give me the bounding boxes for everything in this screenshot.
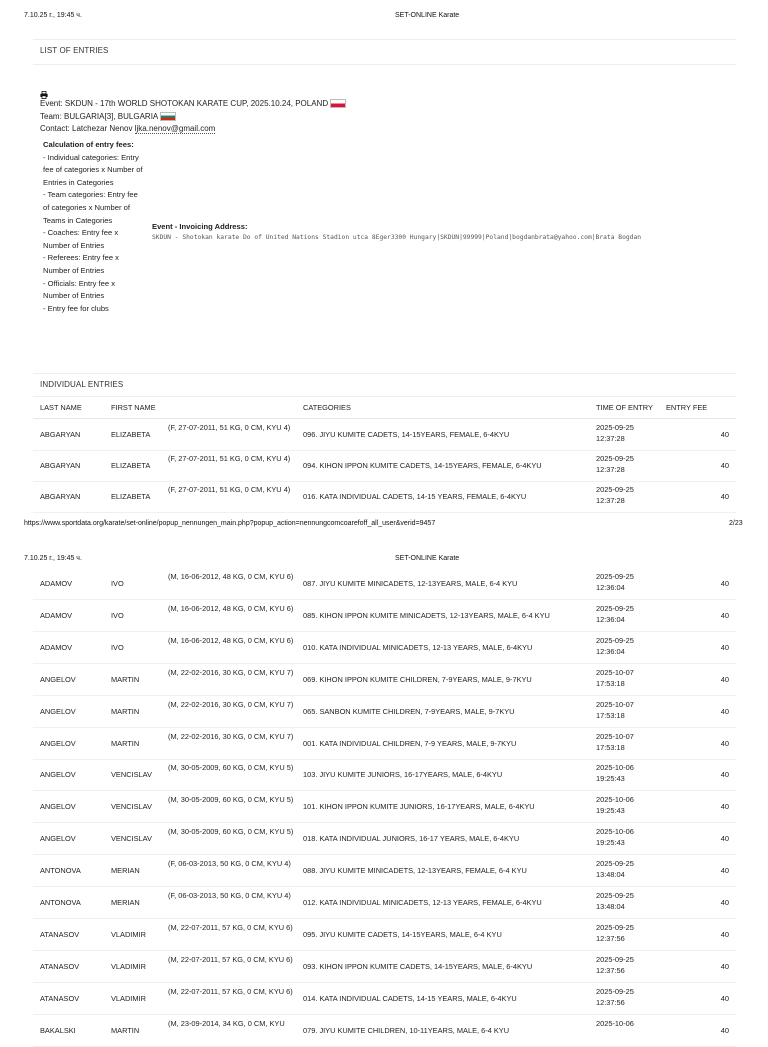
entry-date: 2025-09-25 xyxy=(596,423,634,432)
category-cell: 088. JIYU KUMITE MINICADETS, 12-13YEARS, FEMALE, 6-4 KYU xyxy=(303,866,527,876)
entry-fee-cell: 40 xyxy=(720,579,729,588)
entry-fee-cell: 40 xyxy=(720,674,729,684)
divider xyxy=(33,64,736,65)
first-name-cell: MARTIN xyxy=(111,1025,140,1035)
athlete-info-cell: (M, 30-05-2009, 60 KG, 0 CM, KYU 5) xyxy=(168,763,294,773)
list-title: LIST OF ENTRIES xyxy=(40,46,109,55)
first-name-cell: IVO xyxy=(111,579,124,588)
category-cell: 012. KATA INDIVIDUAL MINICADETS, 12-13 YEARS, FEMALE, 6-4KYU xyxy=(303,898,542,907)
entry-date: 2025-10-06 xyxy=(596,795,634,805)
category-cell: 069. KIHON IPPON KUMITE CHILDREN, 7-9YEARS, MALE, 9-7KYU xyxy=(303,674,532,684)
time-of-entry-cell xyxy=(596,603,634,625)
time-of-entry-cell xyxy=(596,667,634,689)
time-of-entry-cell xyxy=(596,422,634,444)
last-name-cell: ATANASOV xyxy=(40,961,80,971)
table-row xyxy=(33,759,736,791)
first-name-cell: MERIAN xyxy=(111,898,140,907)
print-title: SET-ONLINE Karate xyxy=(395,555,460,562)
time-of-entry-cell xyxy=(596,762,634,784)
table-row xyxy=(33,1015,736,1047)
last-name-cell: ANGELOV xyxy=(40,834,76,844)
table-row xyxy=(33,664,736,696)
entry-date: 2025-09-25 xyxy=(596,922,634,932)
fee-line: - Individual categories: Entry fee of categories x Number of Entries in Categories xyxy=(43,152,143,187)
entry-date: 2025-09-25 xyxy=(596,635,634,645)
entry-time: 12:37:28 xyxy=(596,434,625,443)
entry-date: 2025-09-25 xyxy=(596,986,634,996)
entry-date: 2025-10-06 xyxy=(596,763,634,773)
category-cell: 016. KATA INDIVIDUAL CADETS, 14-15 YEARS, FEMALE, 6-4KYU xyxy=(303,492,527,501)
time-of-entry-cell xyxy=(596,858,634,880)
table-row xyxy=(33,887,736,919)
category-cell: 001. KATA INDIVIDUAL CHILDREN, 7-9 YEARS, MALE, 9-7KYU xyxy=(303,738,517,748)
first-name-cell: MERIAN xyxy=(111,866,140,876)
poland-flag-icon xyxy=(331,100,345,107)
table-row xyxy=(33,951,736,983)
last-name-cell: ANGELOV xyxy=(40,738,76,748)
entry-date: 2025-09-25 xyxy=(596,603,634,613)
entry-fees-block xyxy=(43,139,143,315)
athlete-info-cell: (M, 22-07-2011, 57 KG, 0 CM, KYU 6) xyxy=(168,954,293,964)
time-of-entry-cell xyxy=(596,571,634,593)
last-name-cell: BAKALSKI xyxy=(40,1025,76,1035)
table-row xyxy=(33,791,736,823)
first-name-cell: ELIZABETA xyxy=(111,461,151,470)
category-cell: 095. JIYU KUMITE CADETS, 14-15YEARS, MALE, 6-4 KYU xyxy=(303,929,502,939)
athlete-info-cell: (M, 16-06-2012, 48 KG, 0 CM, KYU 6) xyxy=(168,603,294,613)
time-of-entry-cell xyxy=(596,699,634,721)
time-of-entry-cell xyxy=(596,731,634,753)
table-row xyxy=(33,855,736,887)
category-cell: 101. KIHON IPPON KUMITE JUNIORS, 16-17YEARS, MALE, 6-4KYU xyxy=(303,802,535,812)
last-name-cell: ABGARYAN xyxy=(40,492,81,501)
athlete-info-cell: (M, 22-02-2016, 30 KG, 0 CM, KYU 7) xyxy=(168,699,294,709)
fee-line: - Officials: Entry fee x Number of Entries xyxy=(43,278,116,301)
col-time-of-entry: TIME OF ENTRY xyxy=(596,403,653,412)
table-row xyxy=(33,600,736,632)
category-cell: 010. KATA INDIVIDUAL MINICADETS, 12-13 YEARS, MALE, 6-4KYU xyxy=(303,642,533,652)
col-categories: CATEGORIES xyxy=(303,403,351,412)
time-of-entry-cell xyxy=(596,890,634,912)
entry-fee-cell: 40 xyxy=(720,993,729,1003)
first-name-cell: ELIZABETA xyxy=(111,430,151,439)
print-title: SET-ONLINE Karate xyxy=(395,12,460,19)
entry-time: 13:48:04 xyxy=(596,902,625,911)
entry-fee-cell: 40 xyxy=(720,706,729,716)
category-cell: 094. KIHON IPPON KUMITE CADETS, 14-15YEARS, FEMALE, 6-4KYU xyxy=(303,461,542,470)
entry-time: 12:37:56 xyxy=(596,933,625,943)
entry-fee-cell: 40 xyxy=(720,610,729,620)
entry-date: 2025-10-06 xyxy=(596,827,634,837)
team-line: Team: BULGARIA[3], BULGARIA xyxy=(40,111,345,124)
time-of-entry-cell xyxy=(596,453,634,475)
divider xyxy=(33,396,736,397)
entry-date: 2025-09-25 xyxy=(596,485,634,494)
entry-fee-cell: 40 xyxy=(720,738,729,748)
first-name-cell: VENCISLAV xyxy=(111,770,152,780)
last-name-cell: ANTONOVA xyxy=(40,866,81,876)
entry-time: 12:37:28 xyxy=(596,496,625,505)
last-name-cell: ATANASOV xyxy=(40,929,80,939)
first-name-cell: MARTIN xyxy=(111,674,140,684)
print-url: https://www.sportdata.org/karate/set-online/popup_nennungen_main.php?popup_action=nennungcomcoarefoff_all_user&verid=9457 xyxy=(24,520,436,527)
entry-time: 19:25:43 xyxy=(596,838,625,848)
time-of-entry-cell xyxy=(596,484,634,506)
last-name-cell: ANGELOV xyxy=(40,770,76,780)
first-name-cell: IVO xyxy=(111,610,124,620)
time-of-entry-cell xyxy=(596,986,634,1008)
table-row xyxy=(33,450,736,482)
table-row xyxy=(33,919,736,951)
event-info xyxy=(40,98,345,136)
bulgaria-flag-icon xyxy=(161,113,175,120)
print-datetime: 7.10.25 г., 19:45 ч. xyxy=(24,555,82,562)
invoicing-label: Event - Invoicing Address: xyxy=(152,222,248,231)
entry-time: 12:37:56 xyxy=(596,997,625,1007)
first-name-cell: MARTIN xyxy=(111,706,140,716)
divider xyxy=(33,39,736,40)
last-name-cell: ANGELOV xyxy=(40,674,76,684)
first-name-cell: IVO xyxy=(111,642,124,652)
last-name-cell: ATANASOV xyxy=(40,993,80,1003)
time-of-entry-cell xyxy=(596,794,634,816)
entry-time: 17:53:18 xyxy=(596,742,625,752)
fee-line: - Coaches: Entry fee x Number of Entries xyxy=(43,228,119,250)
table-row xyxy=(33,696,736,728)
table-row xyxy=(33,481,736,513)
athlete-info-cell: (F, 06-03-2013, 50 KG, 0 CM, KYU 4) xyxy=(168,891,291,900)
athlete-info-cell: (M, 22-02-2016, 30 KG, 0 CM, KYU 7) xyxy=(168,667,294,677)
entry-time: 19:25:43 xyxy=(596,806,625,816)
entry-fee-cell: 40 xyxy=(720,430,729,439)
table-row xyxy=(33,983,736,1015)
fee-line: - Team categories: Entry fee of categories x Number of Teams in Categories xyxy=(43,190,138,225)
athlete-info-cell: (M, 16-06-2012, 48 KG, 0 CM, KYU 6) xyxy=(168,572,294,581)
first-name-cell: MARTIN xyxy=(111,738,140,748)
last-name-cell: ADAMOV xyxy=(40,642,73,652)
entry-time: 12:36:04 xyxy=(596,614,625,624)
fees-title: Calculation of entry fees: xyxy=(43,140,134,149)
athlete-info-cell: (M, 30-05-2009, 60 KG, 0 CM, KYU 5) xyxy=(168,827,294,837)
divider xyxy=(33,373,736,374)
entry-time: 12:37:28 xyxy=(596,465,625,474)
time-of-entry-cell xyxy=(596,922,634,944)
entry-fee-cell: 40 xyxy=(720,866,729,876)
table-row xyxy=(33,823,736,855)
print-datetime: 7.10.25 г., 19:45 ч. xyxy=(24,12,82,19)
entry-date: 2025-09-25 xyxy=(596,859,634,869)
athlete-info-cell: (F, 27-07-2011, 51 KG, 0 CM, KYU 4) xyxy=(168,423,291,432)
athlete-info-cell: (M, 16-06-2012, 48 KG, 0 CM, KYU 6) xyxy=(168,635,294,645)
invoicing-value: SKDUN - Shotokan karate Do of United Nations Stadion utca 8Eger3300 Hungary|SKDUN|99999|Poland|bogdanbrata@yahoo.com|Brata Bogdan xyxy=(152,234,642,241)
athlete-info-cell: (M, 22-07-2011, 57 KG, 0 CM, KYU 6) xyxy=(168,986,293,996)
category-cell: 018. KATA INDIVIDUAL JUNIORS, 16-17 YEARS, MALE, 6-4KYU xyxy=(303,834,520,844)
entry-time: 19:25:43 xyxy=(596,774,625,784)
category-cell: 103. JIYU KUMITE JUNIORS, 16-17YEARS, MALE, 6-4KYU xyxy=(303,770,503,780)
category-cell: 087. JIYU KUMITE MINICADETS, 12-13YEARS, MALE, 6-4 KYU xyxy=(303,579,518,588)
category-cell: 093. KIHON IPPON KUMITE CADETS, 14-15YEARS, MALE, 6-4KYU xyxy=(303,961,533,971)
athlete-info-cell: (M, 30-05-2009, 60 KG, 0 CM, KYU 5) xyxy=(168,795,294,805)
entry-time: 12:36:04 xyxy=(596,583,625,592)
entry-time: 12:36:04 xyxy=(596,646,625,656)
page-number: 2/23 xyxy=(729,520,743,527)
entry-fee-cell: 40 xyxy=(720,642,729,652)
time-of-entry-cell xyxy=(596,954,634,976)
entry-time: 12:37:56 xyxy=(596,965,625,975)
event-line: Event: SKDUN - 17th WORLD SHOTOKAN KARATE CUP, 2025.10.24, POLAND xyxy=(40,98,345,111)
category-cell: 079. JIYU KUMITE CHILDREN, 10-11YEARS, MALE, 6-4 KYU xyxy=(303,1025,510,1035)
entry-date: 2025-09-25 xyxy=(596,891,634,900)
first-name-cell: VENCISLAV xyxy=(111,834,152,844)
category-cell: 085. KIHON IPPON KUMITE MINICADETS, 12-13YEARS, MALE, 6-4 KYU xyxy=(303,610,550,620)
fee-line: - Entry fee for clubs xyxy=(43,303,109,313)
entry-date: 2025-10-06 xyxy=(596,1018,634,1028)
entry-date: 2025-09-25 xyxy=(596,454,634,463)
entry-fee-cell: 40 xyxy=(720,834,729,844)
last-name-cell: ADAMOV xyxy=(40,579,73,588)
entry-date: 2025-10-07 xyxy=(596,731,634,741)
athlete-info-cell: (M, 22-07-2011, 57 KG, 0 CM, KYU 6) xyxy=(168,922,293,932)
last-name-cell: ADAMOV xyxy=(40,610,73,620)
first-name-cell: VENCISLAV xyxy=(111,802,152,812)
table-row xyxy=(33,728,736,760)
category-cell: 096. JIYU KUMITE CADETS, 14-15YEARS, FEMALE, 6-4KYU xyxy=(303,430,510,439)
athlete-info-cell: (M, 22-02-2016, 30 KG, 0 CM, KYU 7) xyxy=(168,731,294,741)
athlete-info-cell: (F, 27-07-2011, 51 KG, 0 CM, KYU 4) xyxy=(168,454,291,463)
col-first-name: FIRST NAME xyxy=(111,403,156,412)
individual-entries-title: INDIVIDUAL ENTRIES xyxy=(40,380,124,389)
entry-time: 17:53:18 xyxy=(596,678,625,688)
entry-date: 2025-09-25 xyxy=(596,572,634,581)
fee-line: - Referees: Entry fee x Number of Entries xyxy=(43,253,119,275)
last-name-cell: ANGELOV xyxy=(40,706,76,716)
col-last-name: LAST NAME xyxy=(40,403,82,412)
first-name-cell: ELIZABETA xyxy=(111,492,151,501)
entry-fee-cell: 40 xyxy=(720,1025,729,1035)
entry-fee-cell: 40 xyxy=(720,770,729,780)
entry-fee-cell: 40 xyxy=(720,461,729,470)
first-name-cell: VLADIMIR xyxy=(111,929,146,939)
col-entry-fee: ENTRY FEE xyxy=(666,403,708,412)
contact-email-link[interactable]: ljka.nenov@gmail.com xyxy=(134,124,216,133)
first-name-cell: VLADIMIR xyxy=(111,961,146,971)
time-of-entry-cell xyxy=(596,1018,634,1029)
table-row xyxy=(33,632,736,664)
last-name-cell: ABGARYAN xyxy=(40,461,81,470)
table-row xyxy=(33,568,736,600)
first-name-cell: VLADIMIR xyxy=(111,993,146,1003)
entry-time: 13:48:04 xyxy=(596,870,625,880)
last-name-cell: ABGARYAN xyxy=(40,430,81,439)
category-cell: 065. SANBON KUMITE CHILDREN, 7-9YEARS, MALE, 9-7KYU xyxy=(303,706,515,716)
entry-time: 17:53:18 xyxy=(596,710,625,720)
contact-line: Contact: Latchezar Nenov ljka.nenov@gmail.com xyxy=(40,124,216,133)
entry-date: 2025-10-07 xyxy=(596,699,634,709)
entry-fee-cell: 40 xyxy=(720,898,729,907)
category-cell: 014. KATA INDIVIDUAL CADETS, 14-15 YEARS, MALE, 6-4KYU xyxy=(303,993,517,1003)
entry-date: 2025-10-07 xyxy=(596,667,634,677)
athlete-info-cell: (F, 27-07-2011, 51 KG, 0 CM, KYU 4) xyxy=(168,485,291,494)
athlete-info-cell: (F, 06-03-2013, 50 KG, 0 CM, KYU 4) xyxy=(168,859,291,869)
invoicing-address xyxy=(152,222,736,241)
entry-fee-cell: 40 xyxy=(720,492,729,501)
athlete-info-cell: (M, 23-09-2014, 34 KG, 0 CM, KYU xyxy=(168,1018,285,1028)
entry-fee-cell: 40 xyxy=(720,929,729,939)
entry-date: 2025-09-25 xyxy=(596,954,634,964)
entry-fee-cell: 40 xyxy=(720,802,729,812)
entry-fee-cell: 40 xyxy=(720,961,729,971)
table-row xyxy=(33,419,736,451)
time-of-entry-cell xyxy=(596,635,634,657)
last-name-cell: ANGELOV xyxy=(40,802,76,812)
time-of-entry-cell xyxy=(596,826,634,848)
last-name-cell: ANTONOVA xyxy=(40,898,81,907)
